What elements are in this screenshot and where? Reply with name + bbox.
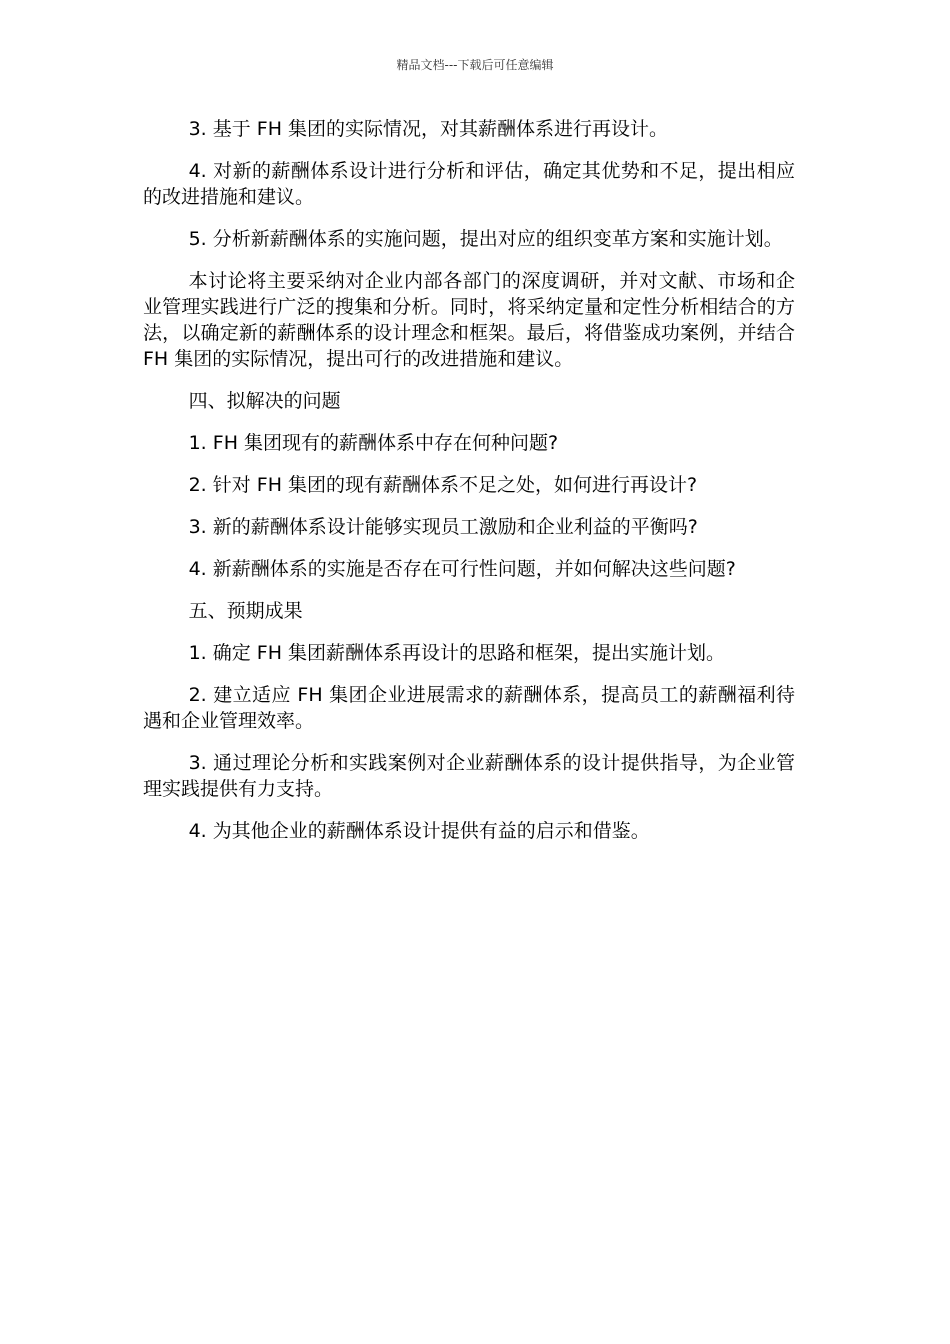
page-header: 精品文档---下载后可任意编辑 — [396, 58, 554, 72]
paragraph-problem-3: 3. 新的薪酬体系设计能够实现员工激励和企业利益的平衡吗? — [188, 516, 698, 538]
section-heading-outcomes: 五、预期成果 — [188, 600, 303, 622]
paragraph-outcome-4: 4. 为其他企业的薪酬体系设计提供有益的启示和借鉴。 — [188, 820, 650, 842]
paragraph-problem-2: 2. 针对 FH 集团的现有薪酬体系不足之处，如何进行再设计? — [188, 474, 698, 496]
paragraph-problem-1: 1. FH 集团现有的薪酬体系中存在何种问题? — [188, 432, 559, 454]
paragraph-objective-3: 3. 基于 FH 集团的实际情况，对其薪酬体系进行再设计。 — [188, 118, 669, 140]
paragraph-objective-5: 5. 分析新薪酬体系的实施问题，提出对应的组织变革方案和实施计划。 — [188, 228, 783, 250]
paragraph-objective-4: 4. 对新的薪酬体系设计进行分析和评估，确定其优势和不足，提出相应的改进措施和建议。 — [143, 160, 795, 208]
paragraph-methodology: 本讨论将主要采纳对企业内部各部门的深度调研，并对文献、市场和企业管理实践进行广泛的搜集和分析。同时，将采纳定量和定性分析相结合的方法，以确定新的薪酬体系的设计理念和框架。最后，将借鉴成功案例，并结合 FH 集团的实际情况，提出可行的改进措施和建议。 — [143, 270, 795, 370]
document-body — [143, 116, 795, 860]
paragraph-outcome-3: 3. 通过理论分析和实践案例对企业薪酬体系的设计提供指导，为企业管理实践提供有力支持。 — [143, 752, 795, 800]
section-heading-problems: 四、拟解决的问题 — [188, 390, 341, 412]
paragraph-outcome-2: 2. 建立适应 FH 集团企业进展需求的薪酬体系，提高员工的薪酬福利待遇和企业管理效率。 — [143, 684, 795, 732]
paragraph-outcome-1: 1. 确定 FH 集团薪酬体系再设计的思路和框架，提出实施计划。 — [188, 642, 726, 664]
paragraph-problem-4: 4. 新薪酬体系的实施是否存在可行性问题，并如何解决这些问题? — [188, 558, 736, 580]
